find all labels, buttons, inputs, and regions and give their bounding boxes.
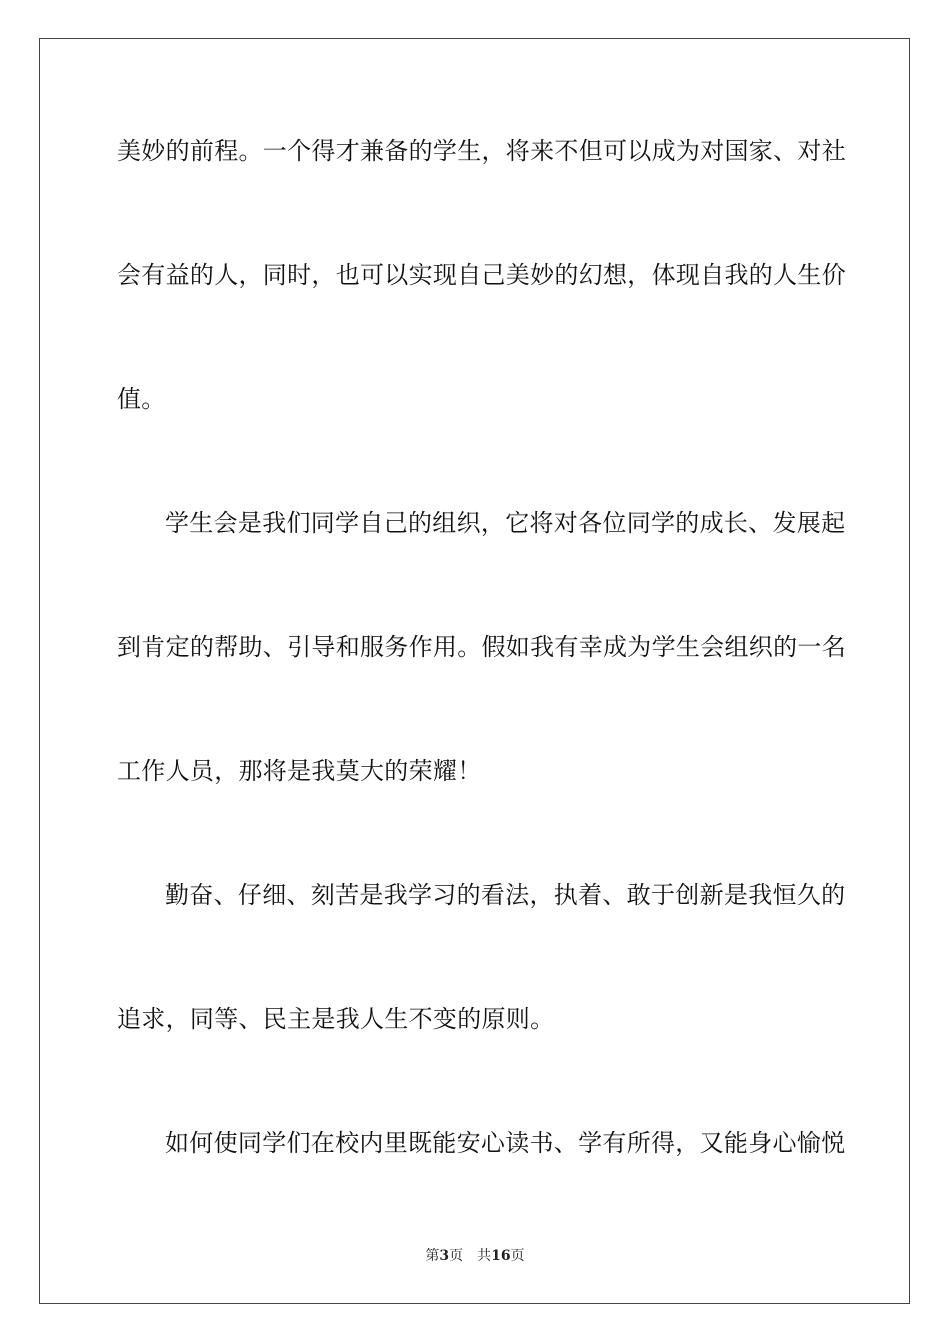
text-line-5: 到肯定的帮助、引导和服务作用。假如我有幸成为学生会组织的一名	[117, 633, 846, 661]
text-line-6: 工作人员，那将是我莫大的荣耀！	[117, 757, 482, 785]
page-suffix: 页	[449, 1248, 464, 1264]
total-page-number: 16	[491, 1248, 511, 1264]
current-page-number: 3	[439, 1248, 450, 1264]
page-footer	[0, 1245, 950, 1265]
text-line-2: 会有益的人，同时，也可以实现自己美妙的幻想，体现自我的人生价	[117, 261, 846, 289]
text-line-7: 勤奋、仔细、刻苦是我学习的看法，执着、敢于创新是我恒久的	[165, 881, 846, 909]
total-prefix: 共	[477, 1248, 492, 1264]
page-prefix: 第	[425, 1248, 440, 1264]
total-suffix: 页	[510, 1248, 525, 1264]
text-line-3: 值。	[117, 385, 166, 413]
text-line-1: 美妙的前程。一个得才兼备的学生，将来不但可以成为对国家、对社	[117, 137, 846, 165]
text-line-8: 追求，同等、民主是我人生不变的原则。	[117, 1005, 555, 1033]
text-line-4: 学生会是我们同学自己的组织，它将对各位同学的成长、发展起	[165, 509, 846, 537]
text-line-9: 如何使同学们在校内里既能安心读书、学有所得，又能身心愉悦	[165, 1129, 846, 1157]
page-border	[39, 38, 910, 1304]
